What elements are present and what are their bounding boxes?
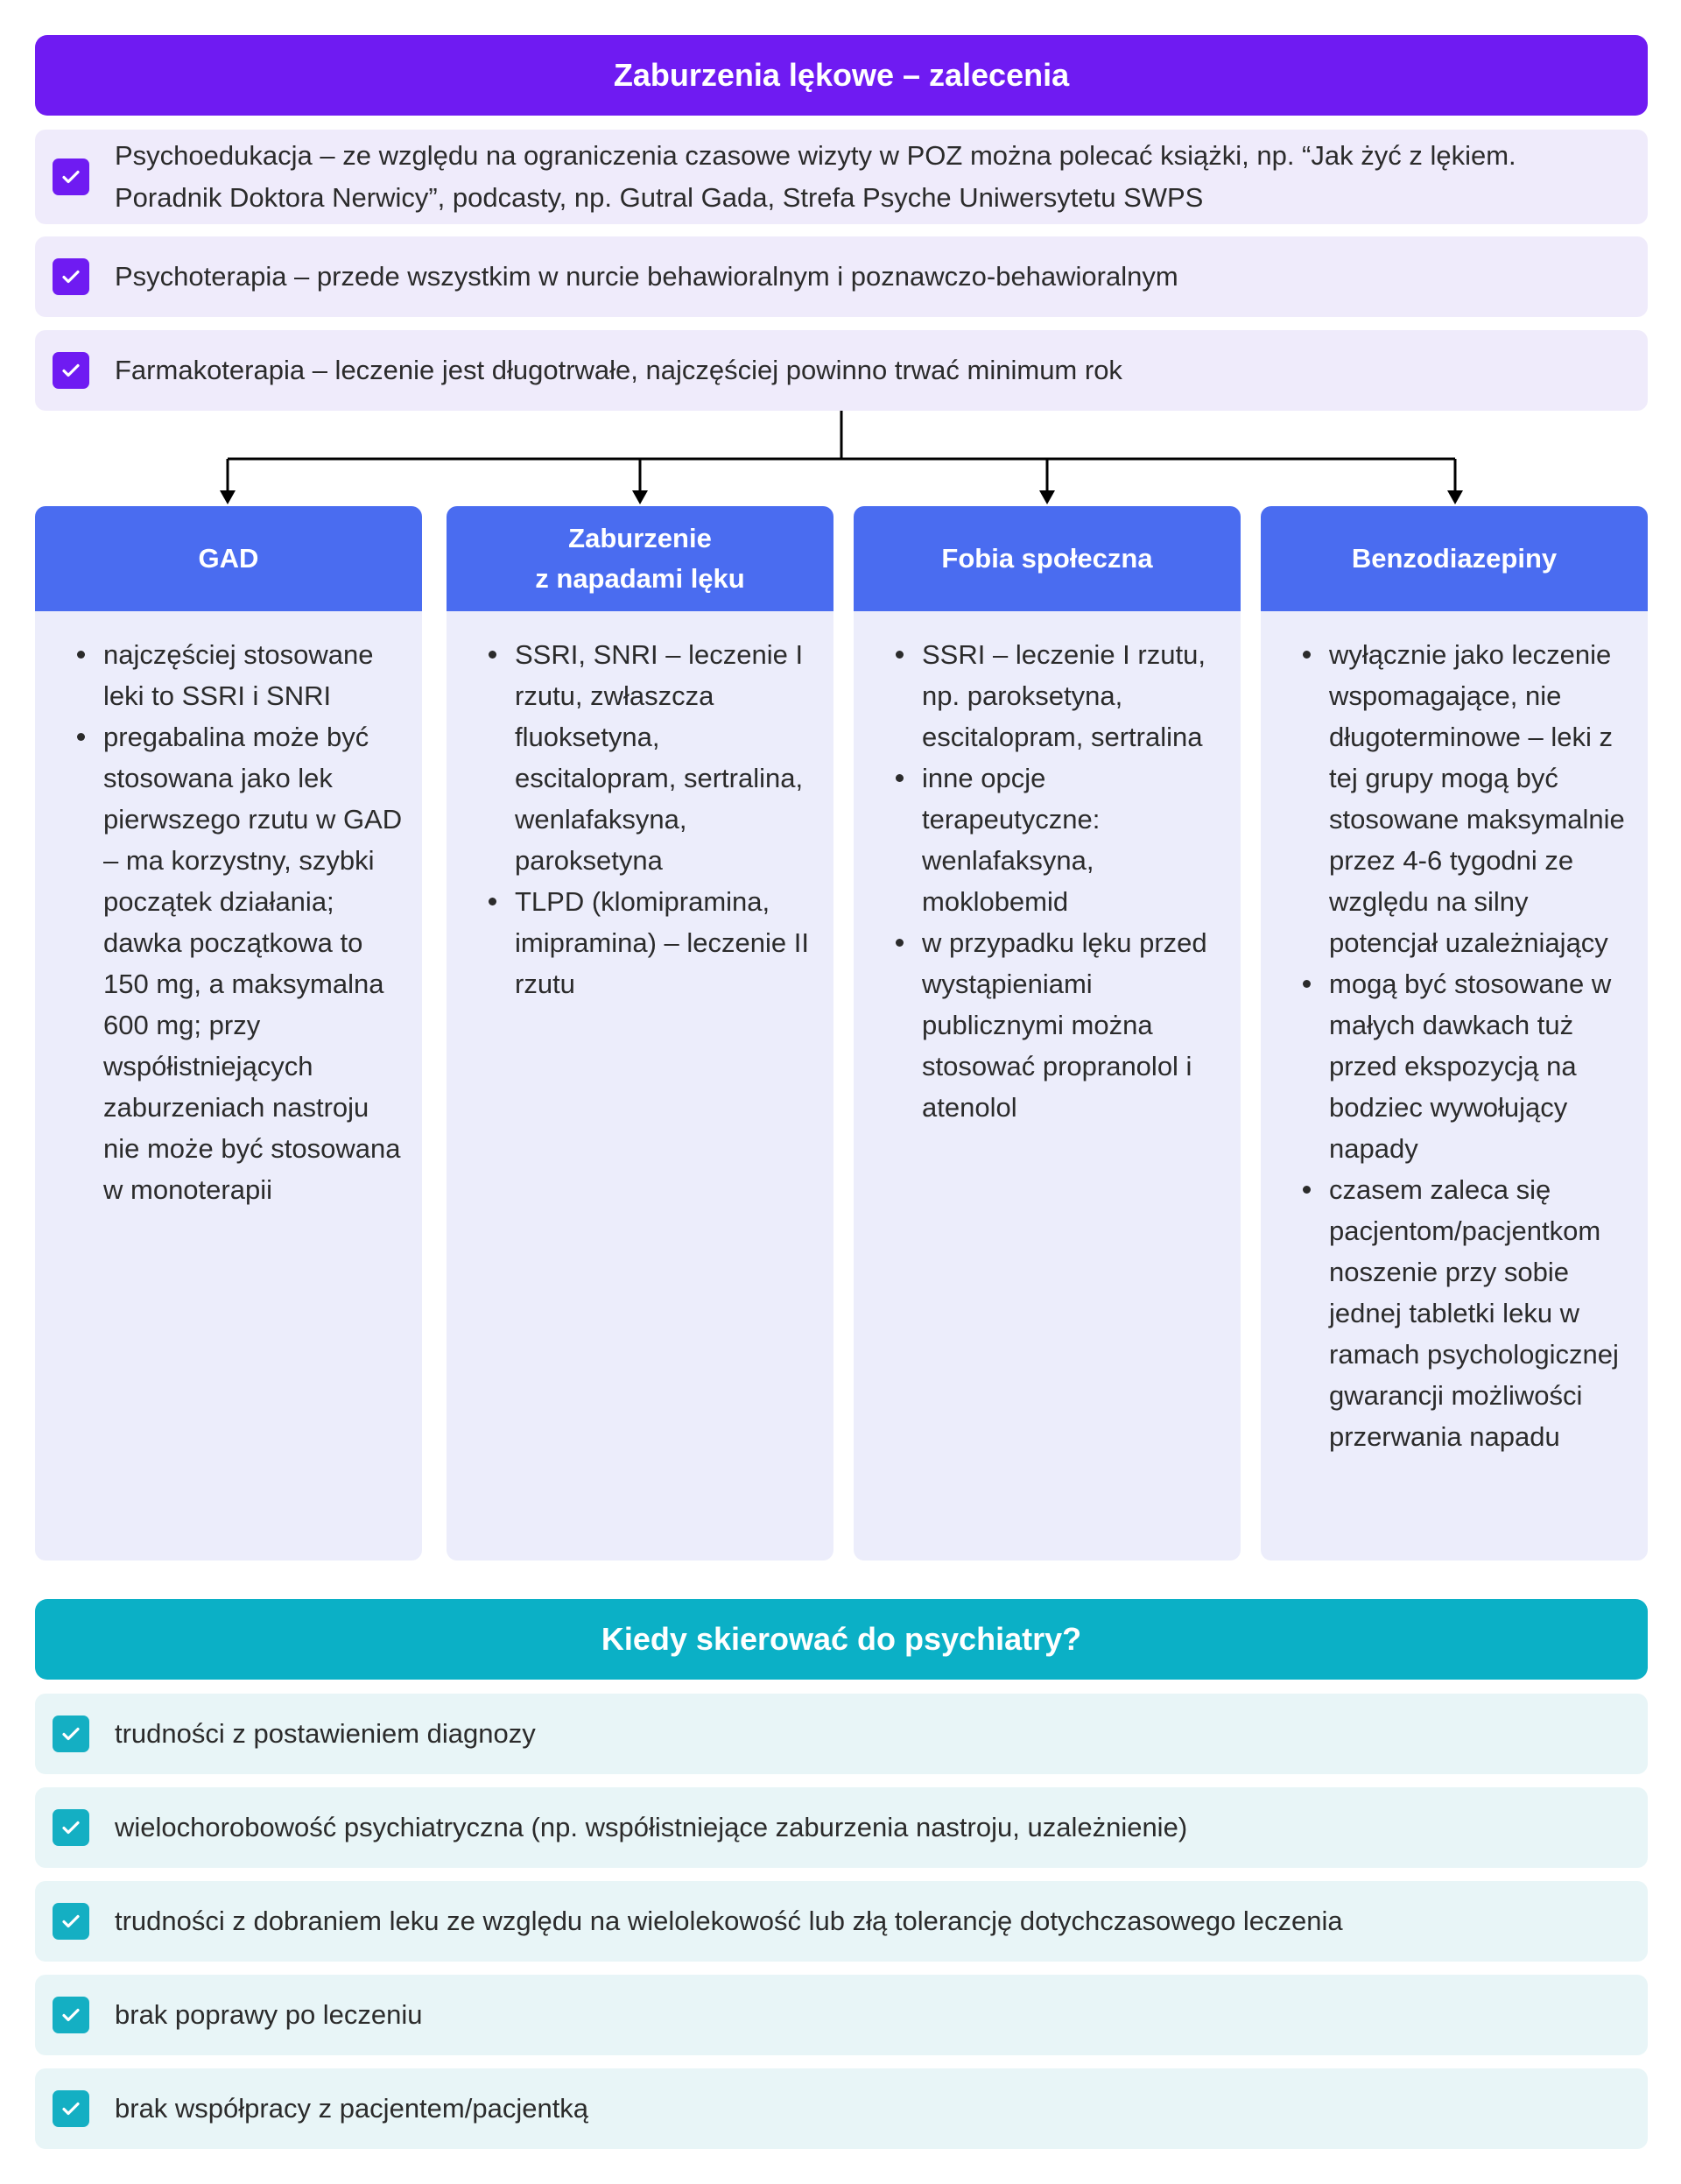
checkbox-checked-icon xyxy=(53,1997,89,2033)
list-item: SSRI – leczenie I rzutu, np. paroksetyna, escitalopram, sertralina xyxy=(922,634,1223,757)
recommendation-text: Psychoterapia – przede wszystkim w nurcie behawioralnym i poznawczo-behawioralnym xyxy=(115,261,1178,292)
referral-item xyxy=(35,1975,1648,2055)
referral-text: wielochorobowość psychiatryczna (np. współistniejące zaburzenia nastroju, uzależnienie) xyxy=(115,1812,1188,1842)
list-item: SSRI, SNRI – leczenie I rzutu, zwłaszcza fluoksetyna, escitalopram, sertralina, wenlafaksyna, paroksetyna xyxy=(515,634,816,881)
column-header-gad xyxy=(35,506,422,611)
bullet-list xyxy=(60,634,404,1210)
recommendation-text: Psychoedukacja – ze względu na ograniczenia czasowe wizyty w POZ można polecać książki, np. “Jak żyć z lękiem. Poradnik Doktora Nerwicy”, podcasty, np. Gutral Gada, Strefa Psyche Uniwersytetu SWPS xyxy=(115,140,1516,213)
list-item: w przypadku lęku przed wystąpieniami publicznymi można stosować propranolol i atenolol xyxy=(922,922,1223,1128)
column-header-benzodiazepines xyxy=(1261,506,1648,611)
connector-tree xyxy=(0,0,1681,508)
bullet-list xyxy=(1285,634,1630,1457)
list-item: mogą być stosowane w małych dawkach tuż przed ekspozycją na bodziec wywołujący napady xyxy=(1329,963,1630,1169)
referral-item xyxy=(35,2068,1648,2149)
recommendation-text: Farmakoterapia – leczenie jest długotrwałe, najczęściej powinno trwać minimum rok xyxy=(115,355,1122,385)
arrow-down-icon xyxy=(1447,490,1463,504)
column-title-line-1: Zaburzenie xyxy=(568,523,712,553)
arrow-down-icon xyxy=(632,490,648,504)
column-body-gad xyxy=(35,611,422,1561)
column-title-line-2: z napadami lęku xyxy=(535,563,745,594)
checkbox-checked-icon xyxy=(53,2090,89,2127)
column-body-social-phobia xyxy=(854,611,1241,1561)
column-body-panic-disorder xyxy=(447,611,833,1561)
column-body-benzodiazepines xyxy=(1261,611,1648,1561)
list-item: TLPD (klomipramina, imipramina) – leczenie II rzutu xyxy=(515,881,816,1004)
bullet-list xyxy=(878,634,1223,1128)
checkbox-checked-icon xyxy=(53,1715,89,1752)
column-title: Benzodiazepiny xyxy=(1351,543,1558,574)
column-title: Fobia społeczna xyxy=(941,543,1153,574)
list-item: inne opcje terapeutyczne: wenlafaksyna, moklobemid xyxy=(922,757,1223,922)
column-title: GAD xyxy=(198,543,259,574)
checkbox-checked-icon xyxy=(53,1903,89,1940)
checkbox-checked-icon xyxy=(53,1809,89,1846)
column-header-panic-disorder xyxy=(447,506,833,611)
referral-item xyxy=(35,1881,1648,1962)
referral-text: brak poprawy po leczeniu xyxy=(115,1999,423,2030)
referral-item xyxy=(35,1787,1648,1868)
column-header-social-phobia xyxy=(854,506,1241,611)
arrow-down-icon xyxy=(1039,490,1055,504)
list-item: najczęściej stosowane leki to SSRI i SNRI xyxy=(103,634,404,716)
list-item: czasem zaleca się pacjentom/pacjentkom noszenie przy sobie jednej tabletki leku w ramach psychologicznej gwarancji możliwości przerwania napadu xyxy=(1329,1169,1630,1457)
referral-text: trudności z postawieniem diagnozy xyxy=(115,1718,536,1749)
arrow-down-icon xyxy=(220,490,236,504)
referral-text: trudności z dobraniem leku ze względu na wielolekowość lub złą tolerancję dotychczasowego leczenia xyxy=(115,1906,1343,1936)
referral-text: brak współpracy z pacjentem/pacjentką xyxy=(115,2093,589,2124)
referral-title: Kiedy skierować do psychiatry? xyxy=(35,1599,1648,1680)
list-item: pregabalina może być stosowana jako lek pierwszego rzutu w GAD – ma korzystny, szybki początek działania; dawka początkowa to 150 mg, a maksymalna 600 mg; przy współistniejących zaburzeniach nastroju nie może być stosowana w monoterapii xyxy=(103,716,404,1210)
referral-item xyxy=(35,1694,1648,1774)
bullet-list xyxy=(471,634,816,1004)
list-item: wyłącznie jako leczenie wspomagające, nie długoterminowe – leki z tej grupy mogą być stosowane maksymalnie przez 4-6 tygodni ze względu na silny potencjał uzależniający xyxy=(1329,634,1630,963)
page-title: Zaburzenia lękowe – zalecenia xyxy=(35,35,1648,116)
